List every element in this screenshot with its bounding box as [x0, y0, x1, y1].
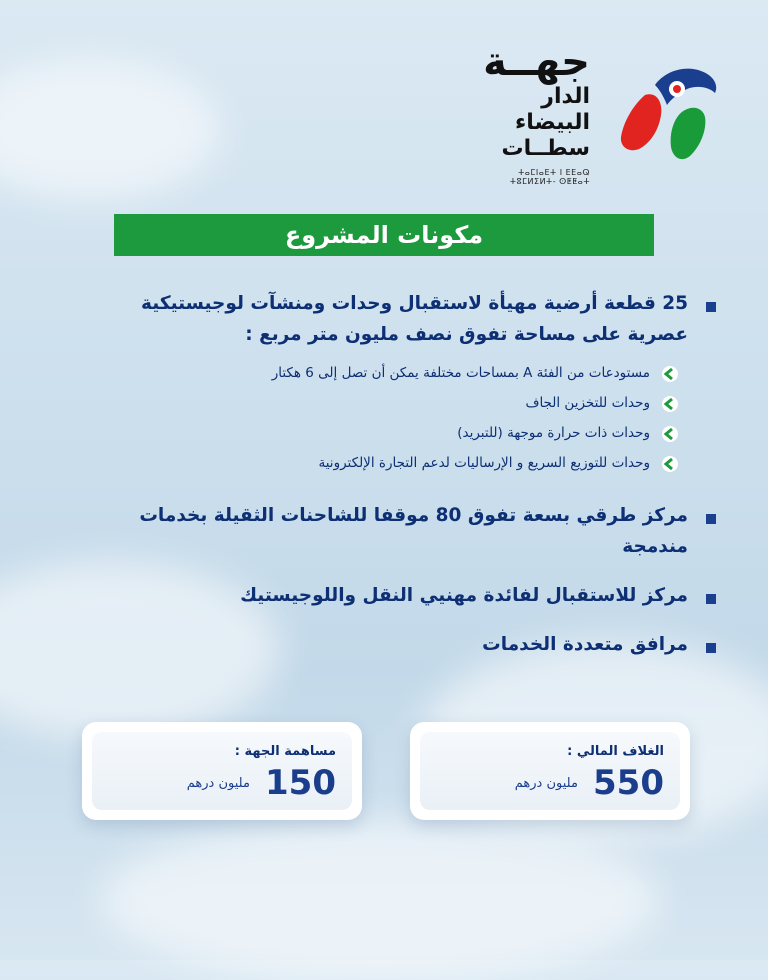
- chevron-left-icon: [662, 456, 678, 472]
- cloud-decoration: [100, 820, 660, 980]
- budget-card: [410, 722, 690, 820]
- budget-value: 550: [593, 763, 664, 803]
- budget-unit: مليون درهم: [514, 775, 578, 791]
- list-item: مركز للاستقبال لفائدة مهنيي النقل واللوجيستيك: [72, 580, 722, 611]
- cloud-decoration: [0, 60, 220, 200]
- logo-text: [470, 40, 590, 186]
- sub-item-text: وحدات للتوزيع السريع و الإرساليات لدعم التجارة الإلكترونية: [318, 455, 650, 471]
- logo-line-3: سطــات: [501, 136, 590, 161]
- sub-list-item: [72, 358, 678, 388]
- chevron-left-icon: [662, 426, 678, 442]
- logo-line-1: جهــة: [483, 39, 590, 85]
- section-title-banner: مكونات المشروع: [114, 214, 654, 256]
- chevron-left-icon: [662, 366, 678, 382]
- region-logo: [470, 39, 740, 186]
- logo-tifinagh: ⵜⴰⵎⵏⴰⴹⵜ ⵏ ⴹⴹⴰⵕ ⵜⵓⵎⵍⵉⵍⵜ- ⵙⵟⵟⴰⵜ: [509, 168, 590, 186]
- list-item: مركز طرقي بسعة تفوق 80 موقفا للشاحنات الثقيلة بخدمات مندمجة: [128, 500, 722, 562]
- project-components-list: [72, 288, 722, 678]
- logo-mark-icon: [615, 55, 730, 165]
- sub-item-text: وحدات ذات حرارة موجهة (للتبريد): [457, 425, 650, 441]
- budget-label: الغلاف المالي :: [567, 744, 664, 759]
- chevron-left-icon: [662, 396, 678, 412]
- contribution-value: 150: [265, 763, 336, 803]
- contribution-label: مساهمة الجهة :: [234, 744, 336, 759]
- contribution-card-inner: [92, 732, 352, 810]
- sub-list-item: [72, 448, 678, 478]
- list-item: 25 قطعة أرضية مهيأة لاستقبال وحدات ومنشآت لوجيستيكية عصرية على مساحة تفوق نصف مليون متر مربع :: [128, 288, 722, 350]
- contribution-unit: مليون درهم: [186, 775, 250, 791]
- sub-list-item: [72, 388, 678, 418]
- sub-item-text: وحدات للتخزين الجاف: [525, 395, 650, 411]
- contribution-value-row: [108, 763, 336, 803]
- logo-line-2: الدار البيضاء: [515, 84, 590, 135]
- budget-card-inner: [420, 732, 680, 810]
- sub-item-text: مستودعات من الفئة A بمساحات مختلفة يمكن أن تصل إلى 6 هكتار: [271, 365, 650, 381]
- list-item: مرافق متعددة الخدمات: [72, 629, 722, 660]
- budget-value-row: [436, 763, 664, 803]
- contribution-card: [82, 722, 362, 820]
- sub-list: [72, 358, 722, 478]
- sub-list-item: [72, 418, 678, 448]
